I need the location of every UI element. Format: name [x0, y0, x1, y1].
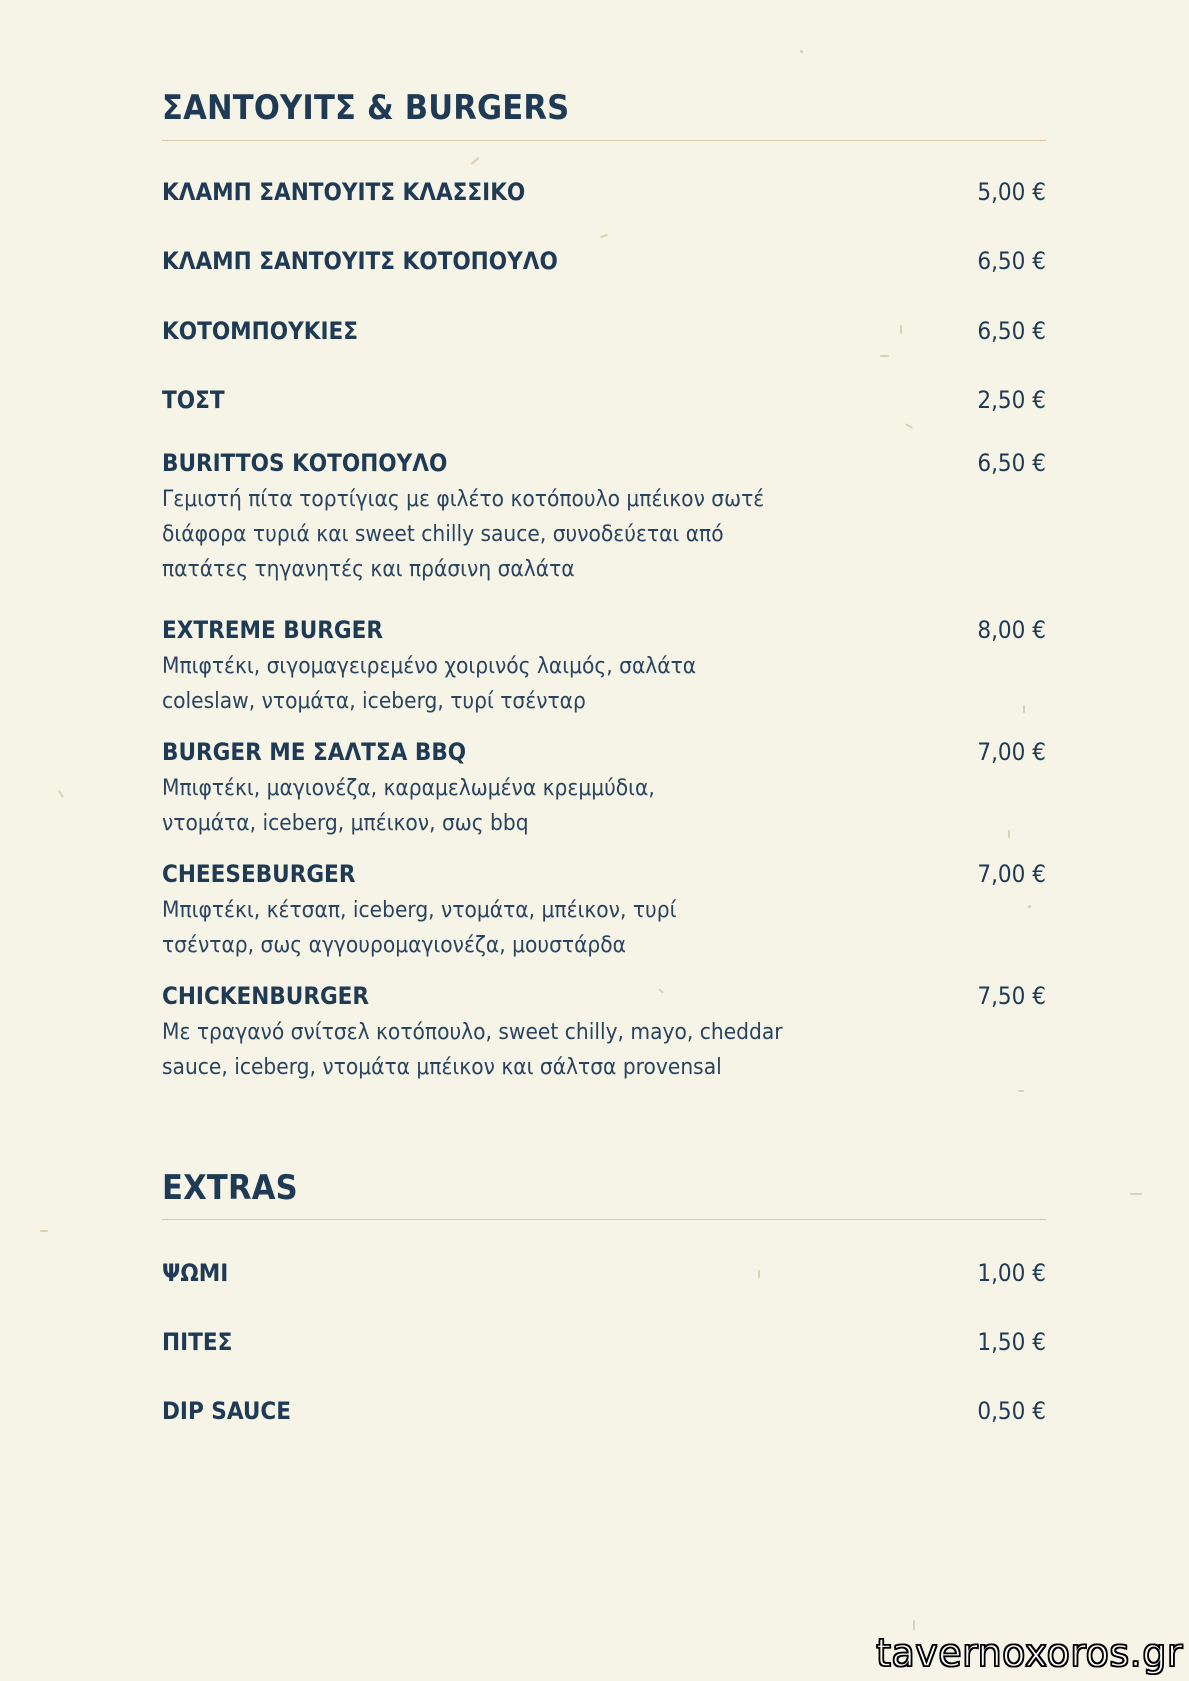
- item-description: Μπιφτέκι, μαγιονέζα, καραμελωμένα κρεμμύδια, ντομάτα, iceberg, μπέικον, σως bbq: [162, 775, 655, 836]
- section-divider: [162, 1219, 1046, 1220]
- item-price: 7,00 €: [977, 860, 1046, 888]
- section-divider: [162, 140, 1046, 141]
- item-description: Μπιφτέκι, σιγομαγειρεμένο χοιρινός λαιμός, σαλάτα coleslaw, ντομάτα, iceberg, τυρί τσένταρ: [162, 653, 697, 714]
- item-name: ΚΟΤΟΜΠΟΥΚΙΕΣ: [162, 317, 358, 345]
- item-price: 6,50 €: [977, 247, 1046, 275]
- item-price: 0,50 €: [977, 1397, 1046, 1425]
- item-name: ΚΛΑΜΠ ΣΑΝΤΟΥΙΤΣ ΚΟΤΟΠΟΥΛΟ: [162, 247, 558, 275]
- item-name: BURITTOS ΚΟΤΟΠΟΥΛΟ: [162, 449, 448, 477]
- item-name: BURGER ΜΕ ΣΑΛΤΣΑ BBQ: [162, 738, 467, 766]
- item-description: Μπιφτέκι, κέτσαπ, iceberg, ντομάτα, μπέικον, τυρί τσένταρ, σως αγγουρομαγιονέζα, μουστάρδα: [162, 897, 677, 958]
- item-price: 7,00 €: [977, 738, 1046, 766]
- item-name: ΠΙΤΕΣ: [162, 1328, 233, 1356]
- item-name: CHEESEBURGER: [162, 860, 356, 888]
- item-price: 8,00 €: [977, 616, 1046, 644]
- item-name: CHICKENBURGER: [162, 982, 370, 1010]
- item-price: 1,50 €: [977, 1328, 1046, 1356]
- item-price: 6,50 €: [977, 449, 1046, 477]
- item-price: 6,50 €: [977, 317, 1046, 345]
- item-description: Με τραγανό σνίτσελ κοτόπουλο, sweet chilly, mayo, cheddar sauce, iceberg, ντομάτα μπέικον και σάλτσα provensal: [162, 1019, 783, 1080]
- item-price: 5,00 €: [977, 178, 1046, 206]
- item-name: ΤΟΣΤ: [162, 386, 225, 414]
- item-description: Γεμιστή πίτα τορτίγιας με φιλέτο κοτόπουλο μπέικον σωτέ διάφορα τυριά και sweet chilly sauce, συνοδεύεται από πατάτες τηγανητές και πράσινη σαλάτα: [162, 486, 765, 582]
- item-price: 1,00 €: [977, 1259, 1046, 1287]
- item-name: EXTREME BURGER: [162, 616, 383, 644]
- section-title-extras: EXTRAS: [162, 1168, 298, 1208]
- item-name: ΚΛΑΜΠ ΣΑΝΤΟΥΙΤΣ ΚΛΑΣΣΙΚΟ: [162, 178, 526, 206]
- item-name: ΨΩΜΙ: [162, 1259, 229, 1287]
- item-price: 2,50 €: [977, 386, 1046, 414]
- site-watermark: tavernoxoros.gr: [876, 1631, 1183, 1675]
- section-title-sandwiches-burgers: ΣΑΝΤΟΥΙΤΣ & BURGERS: [162, 88, 570, 128]
- item-price: 7,50 €: [977, 982, 1046, 1010]
- item-name: DIP SAUCE: [162, 1397, 291, 1425]
